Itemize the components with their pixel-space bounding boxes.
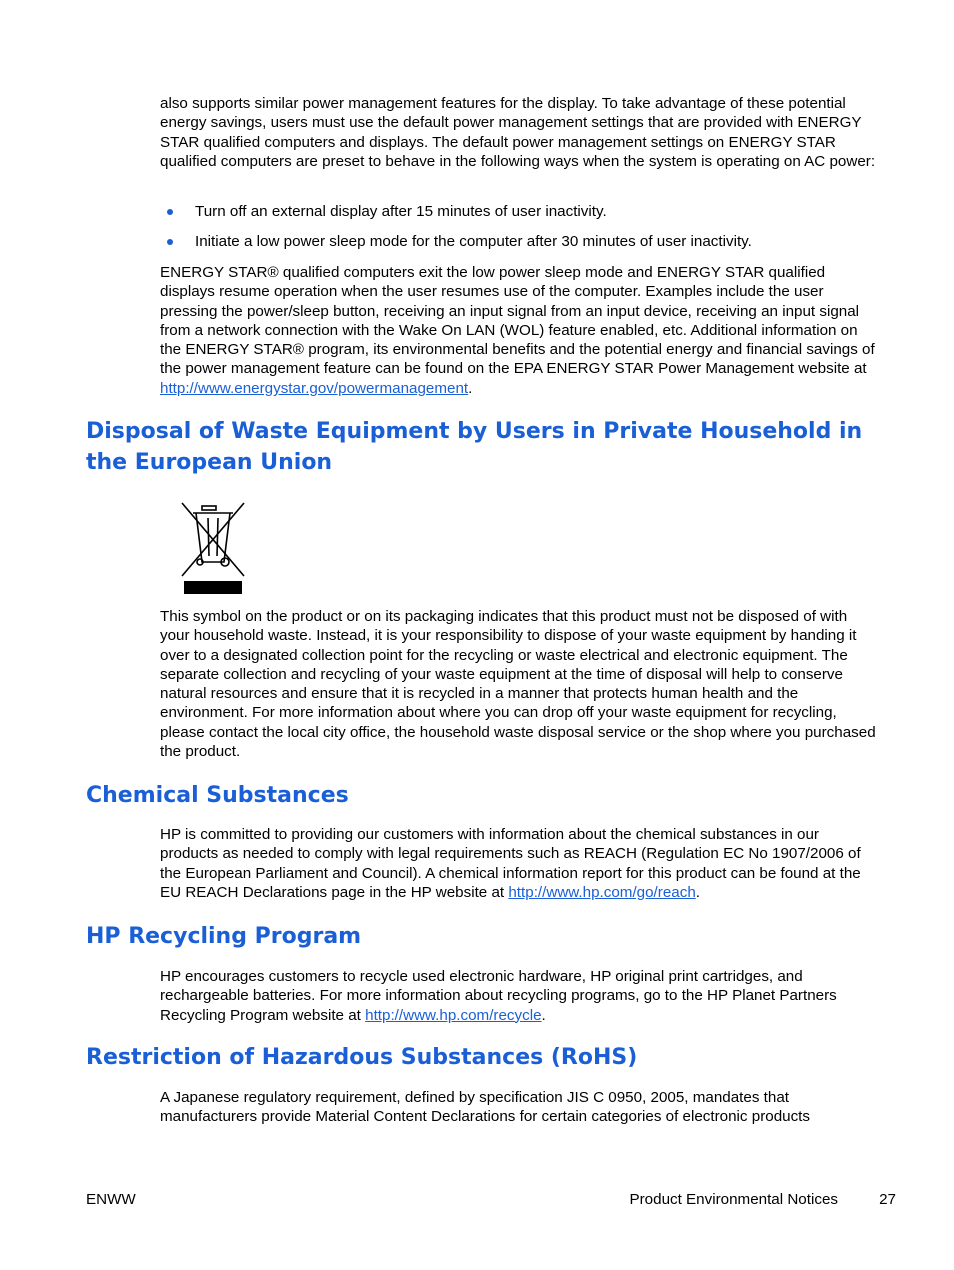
energy-star-paragraph: ENERGY STAR® qualified computers exit the low power sleep mode and ENERGY STAR qualified displays resume operation when the user resumes use of the computer. Examples include the user pressing the power/sleep button, receiving an input signal from an input device, receiving an input signal from a network connection with the Wake On LAN (WOL) feature enabled, etc. Additional information on the ENERGY STAR® program, its environmental benefits and the potential energy and financial savings of the power management feature can be found on the EPA ENERGY STAR Power Management website at http://www.energystar.gov/powermanagement. [160, 264, 875, 397]
list-item: Initiate a low power sleep mode for the computer after 30 minutes of user inactivity. [160, 232, 878, 262]
disposal-heading: Disposal of Waste Equipment by Users in Private Household in the European Union [86, 419, 863, 475]
recycling-heading: HP Recycling Program [86, 924, 362, 949]
intro-paragraph: also supports similar power management features for the display. To take advantage of these potential energy savings, users must use the default power management settings that are provided with ENERGY STAR qualified computers and displays. The default power management settings on ENERGY STAR qualified computers are preset to behave in the following ways when the system is operating on AC power: [160, 95, 876, 170]
rohs-heading: Restriction of Hazardous Substances (RoHS) [86, 1045, 638, 1070]
weee-bin-icon [178, 500, 248, 596]
bullet-icon [167, 209, 173, 215]
bullet-icon [167, 239, 173, 245]
footer-left: ENWW [86, 1191, 136, 1208]
reach-link[interactable]: http://www.hp.com/go/reach [508, 883, 696, 901]
chemical-heading: Chemical Substances [86, 783, 349, 808]
rohs-paragraph: A Japanese regulatory requirement, defined by specification JIS C 0950, 2005, mandates that manufacturers provide Material Content Declarations for certain categories of electronic products [160, 1089, 810, 1126]
disposal-paragraph: This symbol on the product or on its packaging indicates that this product must not be disposed of with your household waste. Instead, it is your responsibility to dispose of your waste equipment by handing it over to a designated collection point for the recycling or waste electrical and electronic equipment. The separate collection and recycling of your waste equipment at the time of disposal will help to conserve natural resources and ensure that it is recycled in a manner that protects human health and the environment. For more information about where you can drop off your waste equipment for recycling, please contact the local city office, the household waste disposal service or the shop where you purchased the product. [160, 608, 876, 761]
bullet-list [160, 202, 878, 262]
energystar-link[interactable]: http://www.energystar.gov/powermanagement [160, 379, 469, 397]
chemical-paragraph: HP is committed to providing our customers with information about the chemical substances in our products as needed to comply with legal requirements such as REACH (Regulation EC No 1907/2006 of the European Parliament and Council). A chemical information report for this product can be found at the EU REACH Declarations page in the HP website at http://www.hp.com/go/reach. [160, 826, 861, 901]
page-number: 27 [879, 1191, 896, 1208]
recycling-paragraph: HP encourages customers to recycle used electronic hardware, HP original print cartridges, and rechargeable batteries. For more information about recycling programs, go to the HP Planet Partners Recycling Program website at http://www.hp.com/recycle. [160, 968, 837, 1024]
footer-section-title: Product Environmental Notices [629, 1191, 838, 1208]
recycle-link[interactable]: http://www.hp.com/recycle [365, 1006, 542, 1024]
list-item: Turn off an external display after 15 minutes of user inactivity. [160, 202, 878, 232]
